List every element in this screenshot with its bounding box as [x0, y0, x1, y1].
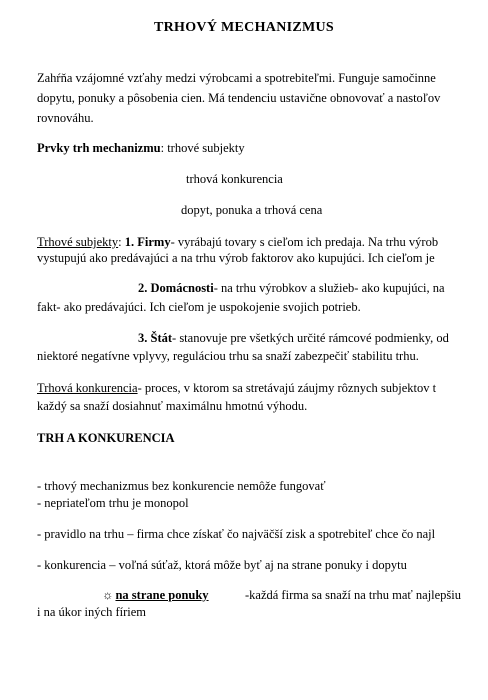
- subjekty-label: Trhové subjekty: [37, 235, 119, 249]
- prvky-item-2: trhová konkurencia: [186, 172, 283, 186]
- konkurencia-line: [37, 380, 436, 396]
- bullet-3: - pravidlo na trhu – firma chce získať čo najväčší zisk a spotrebiteľ chce čo najl: [37, 527, 436, 541]
- prvky-item-3: dopyt, ponuka a trhová cena: [181, 203, 323, 217]
- section-heading: TRH A KONKURENCIA: [37, 431, 175, 445]
- stat-line: [138, 330, 449, 346]
- ponuka-text: -každá firma sa snaží na trhu mať najlepšiu: [245, 588, 462, 602]
- konkurencia-label: Trhová konkurencia: [37, 381, 138, 395]
- prvky-item-1: : trhové subjekty: [160, 141, 245, 155]
- intro-line-1: Zahŕňa vzájomné vzťahy medzi výrobcami a spotrebiteľmi. Funguje samočinne: [37, 71, 436, 85]
- ponuka-line: [102, 587, 209, 603]
- sun-icon: ☼: [102, 588, 114, 602]
- firmy-label: 1. Firmy: [124, 235, 171, 249]
- konkurencia-text: - proces, v ktorom sa stretávajú záujmy rôznych subjektov t: [137, 381, 437, 395]
- document-title: TRHOVÝ MECHANIZMUS: [153, 20, 335, 35]
- subjekty-colon: :: [118, 235, 122, 249]
- bullet-4: - konkurencia – voľná súťaž, ktorá môže byť aj na strane ponuky i dopytu: [37, 558, 407, 572]
- intro-line-3: rovnováhu.: [37, 111, 94, 125]
- prvky-label: Prvky trh mechanizmu: [37, 141, 161, 155]
- prvky-line: [37, 140, 245, 156]
- stat-line-2: niektoré negatívne vplyvy, reguláciou trhu sa snaží zabezpečiť stabilitu trhu.: [37, 349, 419, 363]
- bullet-1: - trhový mechanizmus bez konkurencie nemôže fungovať: [37, 479, 326, 493]
- ponuka-label: na strane ponuky: [115, 588, 209, 602]
- konkurencia-line-2: každý sa snaží dosiahnuť maximálnu hmotnú výhodu.: [37, 399, 308, 413]
- intro-line-2: dopytu, ponuky a pôsobenia cien. Má tendenciu ustavične obnovovať a nastoľov: [37, 91, 441, 105]
- bullet-2: - nepriateľom trhu je monopol: [37, 496, 189, 510]
- domacnosti-line-2: fakt- ako predávajúci. Ich cieľom je uspokojenie svojich potrieb.: [37, 300, 361, 314]
- domacnosti-line: [138, 280, 445, 296]
- stat-text: - stanovuje pre všetkých určité rámcové podmienky, od: [172, 331, 449, 345]
- firmy-line: [37, 234, 438, 250]
- domacnosti-text: - na trhu výrobkov a služieb- ako kupujúci, na: [213, 281, 445, 295]
- ponuka-line-2: i na úkor iných fíriem: [37, 605, 146, 619]
- firmy-line-2: vystupujú ako predávajúci a na trhu výrob faktorov ako kupujúci. Ich cieľom je: [37, 251, 435, 265]
- firmy-text: - vyrábajú tovary s cieľom ich predaja. Na trhu výrob: [170, 235, 439, 249]
- stat-label: 3. Štát: [138, 331, 173, 345]
- domacnosti-label: 2. Domácnosti: [138, 281, 214, 295]
